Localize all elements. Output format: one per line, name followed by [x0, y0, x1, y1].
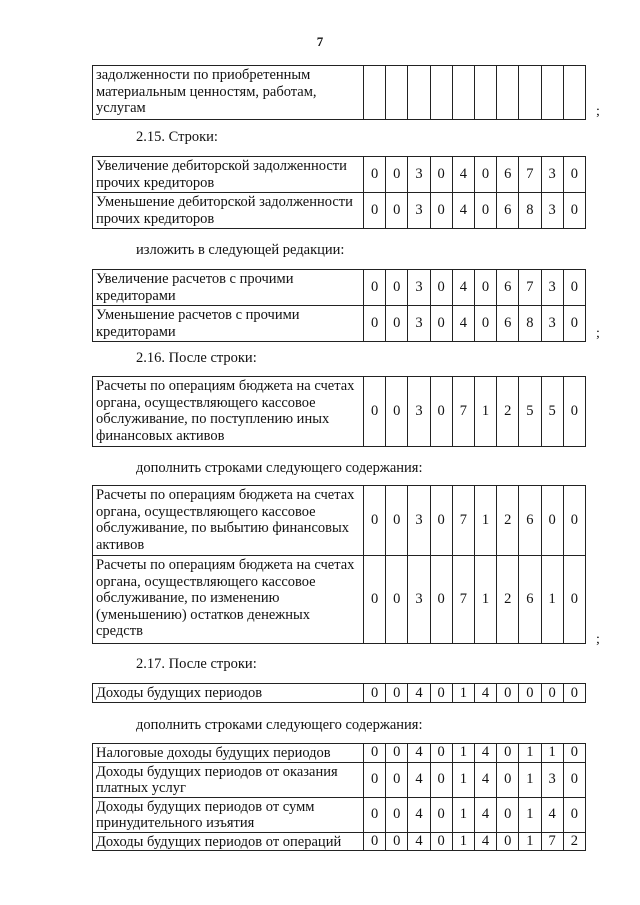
account-code-digit: 7	[519, 157, 541, 193]
account-code-digit: 0	[497, 684, 519, 703]
account-code-digit: 0	[430, 684, 452, 703]
account-code-digit: 0	[497, 832, 519, 851]
account-code-digit: 3	[408, 556, 430, 644]
account-code-digit	[519, 66, 541, 120]
account-code-digit: 0	[364, 744, 386, 763]
account-code-digit: 0	[364, 832, 386, 851]
account-code-digit: 0	[386, 744, 408, 763]
account-code-digit: 7	[452, 486, 474, 556]
account-code-digit: 4	[408, 684, 430, 703]
account-code-digit: 8	[519, 193, 541, 229]
account-code-digit: 6	[519, 556, 541, 644]
table-row	[93, 306, 586, 342]
account-code-digit: 0	[563, 486, 585, 556]
account-code-digit	[541, 66, 563, 120]
account-label: Расчеты по операциям бюджета на счетах органа, осуществляющего кассовое обслуживание, по выбытию финансовых активов	[93, 486, 364, 556]
table-row	[93, 486, 586, 556]
account-code-digit: 4	[474, 797, 496, 832]
table-row	[93, 270, 586, 306]
account-code-digit: 4	[474, 832, 496, 851]
account-code-digit: 1	[452, 797, 474, 832]
account-code-digit: 0	[430, 744, 452, 763]
account-code-digit: 0	[497, 762, 519, 797]
account-code-digit: 3	[408, 377, 430, 447]
account-code-digit: 6	[497, 306, 519, 342]
account-code-digit: 0	[364, 797, 386, 832]
account-code-digit: 3	[541, 157, 563, 193]
account-label: задолженности по приобретенным материальным ценностям, работам, услугам	[93, 66, 364, 120]
account-code-digit: 0	[474, 193, 496, 229]
account-code-digit: 0	[563, 797, 585, 832]
account-code-digit: 0	[563, 193, 585, 229]
account-code-digit: 7	[452, 556, 474, 644]
account-code-digit: 1	[519, 832, 541, 851]
account-code-digit	[364, 66, 386, 120]
table-accounts-3	[92, 376, 586, 447]
account-code-digit: 6	[497, 157, 519, 193]
account-code-digit: 3	[408, 306, 430, 342]
table-row	[93, 193, 586, 229]
account-code-digit: 4	[408, 744, 430, 763]
account-label: Доходы будущих периодов	[93, 684, 364, 703]
account-code-digit: 0	[563, 377, 585, 447]
section-2-17-heading: 2.17. После строки:	[136, 656, 257, 672]
account-label: Расчеты по операциям бюджета на счетах органа, осуществляющего кассовое обслуживание, по изменению (уменьшению) остатков денежных средств	[93, 556, 364, 644]
account-code-digit: 0	[563, 684, 585, 703]
account-code-digit: 0	[430, 306, 452, 342]
account-code-digit: 1	[519, 797, 541, 832]
table-row	[93, 684, 586, 703]
account-code-digit: 0	[430, 762, 452, 797]
account-code-digit: 0	[386, 193, 408, 229]
account-code-digit: 2	[497, 486, 519, 556]
account-code-digit: 6	[497, 270, 519, 306]
account-code-digit: 0	[364, 157, 386, 193]
account-code-digit: 0	[364, 684, 386, 703]
section-2-15-replace-text: изложить в следующей редакции:	[136, 242, 345, 258]
account-code-digit: 1	[474, 486, 496, 556]
account-code-digit: 0	[430, 556, 452, 644]
account-code-digit: 1	[452, 744, 474, 763]
account-code-digit: 1	[519, 744, 541, 763]
account-code-digit: 0	[364, 556, 386, 644]
account-code-digit: 1	[541, 744, 563, 763]
account-label: Расчеты по операциям бюджета на счетах органа, осуществляющего кассовое обслуживание, по поступлению иных финансовых активов	[93, 377, 364, 447]
account-code-digit: 4	[474, 762, 496, 797]
account-code-digit: 0	[386, 556, 408, 644]
account-code-digit: 1	[452, 762, 474, 797]
account-code-digit: 4	[474, 684, 496, 703]
semicolon-1: ;	[596, 326, 600, 341]
account-code-digit: 3	[408, 486, 430, 556]
account-code-digit: 0	[563, 744, 585, 763]
account-code-digit: 5	[519, 377, 541, 447]
account-code-digit: 4	[541, 797, 563, 832]
account-code-digit: 4	[452, 193, 474, 229]
section-2-16-add-text: дополнить строками следующего содержания:	[136, 460, 423, 476]
account-code-digit: 4	[408, 832, 430, 851]
table-row	[93, 762, 586, 797]
section-2-17-add-text: дополнить строками следующего содержания:	[136, 717, 423, 733]
account-code-digit: 0	[364, 193, 386, 229]
page-number: 7	[316, 34, 324, 49]
account-code-digit	[408, 66, 430, 120]
section-2-15-heading: 2.15. Строки:	[136, 129, 218, 145]
account-code-digit: 0	[563, 270, 585, 306]
account-code-digit: 0	[364, 762, 386, 797]
account-code-digit: 3	[408, 270, 430, 306]
account-code-digit: 4	[452, 157, 474, 193]
account-code-digit: 3	[541, 306, 563, 342]
table-row	[93, 832, 586, 851]
account-code-digit: 0	[430, 377, 452, 447]
account-label: Увеличение дебиторской задолженности прочих кредиторов	[93, 157, 364, 193]
account-code-digit: 4	[452, 270, 474, 306]
account-code-digit: 0	[430, 797, 452, 832]
account-code-digit: 3	[408, 157, 430, 193]
account-code-digit: 0	[497, 744, 519, 763]
account-code-digit: 0	[364, 270, 386, 306]
table-accounts-0	[92, 65, 586, 120]
account-code-digit: 0	[430, 832, 452, 851]
account-code-digit: 4	[452, 306, 474, 342]
account-code-digit	[452, 66, 474, 120]
table-row	[93, 744, 586, 763]
account-code-digit	[430, 66, 452, 120]
account-code-digit: 0	[386, 832, 408, 851]
account-code-digit: 0	[541, 486, 563, 556]
account-code-digit: 0	[386, 762, 408, 797]
account-code-digit: 0	[430, 157, 452, 193]
account-code-digit: 0	[430, 486, 452, 556]
account-code-digit: 4	[408, 762, 430, 797]
account-code-digit: 3	[541, 270, 563, 306]
account-code-digit: 0	[497, 797, 519, 832]
account-code-digit: 2	[563, 832, 585, 851]
table-accounts-6	[92, 743, 586, 851]
account-code-digit: 2	[497, 556, 519, 644]
table-accounts-5	[92, 683, 586, 703]
account-code-digit: 0	[386, 157, 408, 193]
account-code-digit: 1	[474, 556, 496, 644]
account-code-digit: 0	[563, 762, 585, 797]
account-code-digit: 5	[541, 377, 563, 447]
account-code-digit: 1	[541, 556, 563, 644]
account-code-digit: 6	[497, 193, 519, 229]
account-code-digit	[563, 66, 585, 120]
account-code-digit: 7	[541, 832, 563, 851]
account-code-digit: 0	[563, 306, 585, 342]
account-code-digit: 1	[519, 762, 541, 797]
account-code-digit: 0	[386, 797, 408, 832]
account-code-digit: 0	[430, 270, 452, 306]
account-code-digit: 3	[541, 193, 563, 229]
account-code-digit: 0	[541, 684, 563, 703]
account-label: Налоговые доходы будущих периодов	[93, 744, 364, 763]
account-code-digit: 7	[519, 270, 541, 306]
account-label: Доходы будущих периодов от оказания платных услуг	[93, 762, 364, 797]
account-code-digit: 0	[386, 486, 408, 556]
account-code-digit: 0	[430, 193, 452, 229]
account-label: Доходы будущих периодов от операций	[93, 832, 364, 851]
account-code-digit: 1	[452, 832, 474, 851]
semicolon-2: ;	[596, 632, 600, 647]
semicolon-0: ;	[596, 104, 600, 119]
account-code-digit: 1	[474, 377, 496, 447]
account-label: Увеличение расчетов с прочими кредиторами	[93, 270, 364, 306]
table-accounts-1	[92, 156, 586, 229]
account-code-digit: 6	[519, 486, 541, 556]
account-code-digit: 0	[386, 684, 408, 703]
section-2-16-heading: 2.16. После строки:	[136, 350, 257, 366]
account-label: Уменьшение расчетов с прочими кредиторами	[93, 306, 364, 342]
account-code-digit: 7	[452, 377, 474, 447]
table-row	[93, 797, 586, 832]
table-accounts-4	[92, 485, 586, 644]
account-label: Доходы будущих периодов от сумм принудительного изъятия	[93, 797, 364, 832]
account-code-digit: 0	[364, 377, 386, 447]
account-code-digit: 0	[563, 157, 585, 193]
account-code-digit: 0	[519, 684, 541, 703]
account-code-digit: 0	[386, 377, 408, 447]
account-code-digit: 0	[386, 270, 408, 306]
account-code-digit: 0	[364, 306, 386, 342]
account-code-digit	[474, 66, 496, 120]
account-code-digit: 0	[474, 270, 496, 306]
account-code-digit: 3	[541, 762, 563, 797]
account-code-digit: 4	[408, 797, 430, 832]
table-row	[93, 377, 586, 447]
account-code-digit: 1	[452, 684, 474, 703]
account-code-digit: 0	[563, 556, 585, 644]
account-code-digit: 8	[519, 306, 541, 342]
table-accounts-2	[92, 269, 586, 342]
account-code-digit	[386, 66, 408, 120]
account-label: Уменьшение дебиторской задолженности прочих кредиторов	[93, 193, 364, 229]
account-code-digit: 0	[364, 486, 386, 556]
table-row	[93, 66, 586, 120]
account-code-digit: 4	[474, 744, 496, 763]
table-row	[93, 556, 586, 644]
table-row	[93, 157, 586, 193]
account-code-digit	[497, 66, 519, 120]
account-code-digit: 0	[474, 157, 496, 193]
account-code-digit: 2	[497, 377, 519, 447]
account-code-digit: 0	[474, 306, 496, 342]
account-code-digit: 3	[408, 193, 430, 229]
account-code-digit: 0	[386, 306, 408, 342]
